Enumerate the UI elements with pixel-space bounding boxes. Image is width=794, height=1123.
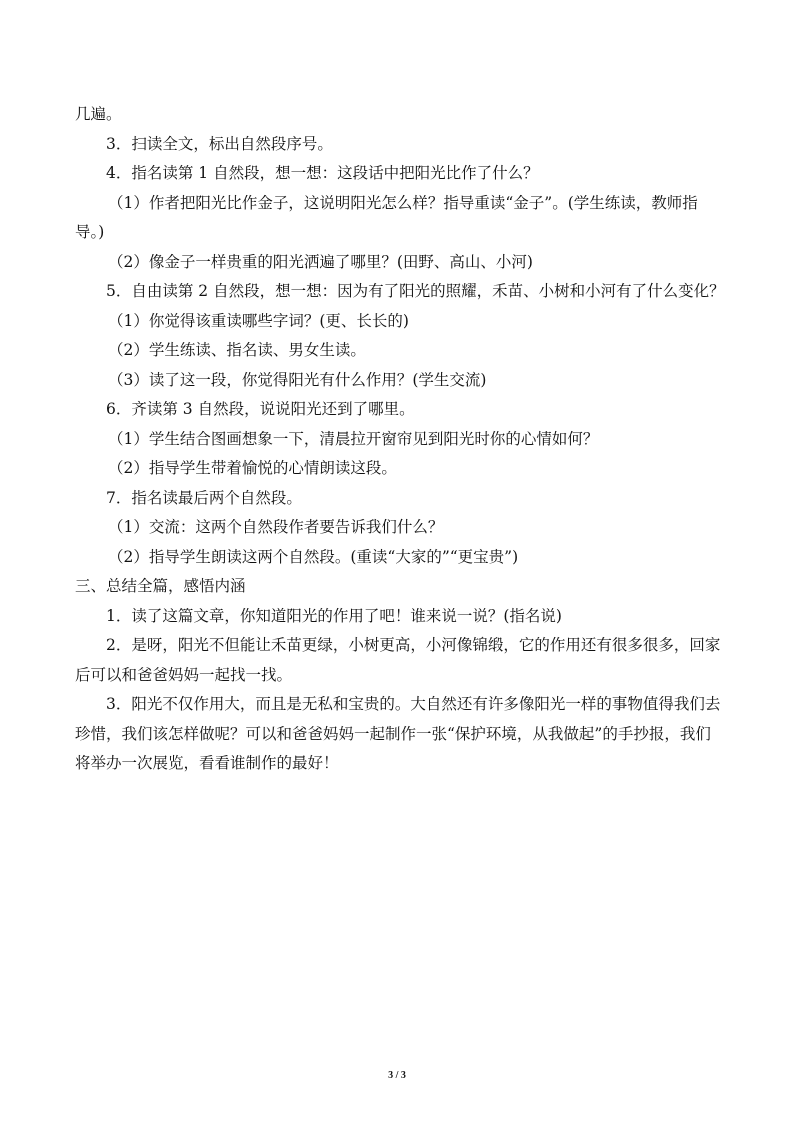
paragraph: 2．是呀，阳光不但能让禾苗更绿，小树更高，小河像锦缎，它的作用还有很多很多，回家后可以和爸爸妈妈一起找一找。	[75, 636, 721, 684]
paragraph: （1）你觉得该重读哪些字词？(更、长长的)	[108, 311, 409, 330]
paragraph: 6．齐读第 3 自然段，说说阳光还到了哪里。	[106, 400, 415, 418]
paragraph: 几遍。	[75, 105, 122, 123]
paragraph: （1）交流：这两个自然段作者要告诉我们什么？	[108, 518, 444, 536]
paragraph: （3）读了这一段，你觉得阳光有什么作用？(学生交流)	[108, 370, 487, 389]
paragraph: 7．指名读最后两个自然段。	[106, 488, 302, 507]
paragraph: （2）指导学生朗读这两个自然段。(重读“大家的”“更宝贵”)	[108, 547, 519, 566]
paragraph: （2）像金子一样贵重的阳光洒遍了哪里？(田野、高山、小河)	[108, 252, 533, 271]
paragraph: （2）指导学生带着愉悦的心情朗读这段。	[108, 459, 397, 477]
section-heading: 三、总结全篇，感悟内涵	[75, 577, 246, 595]
paragraph: （1）作者把阳光比作金子，这说明阳光怎么样？指导重读“金子”。(学生练读，教师指导。)	[75, 193, 698, 241]
paragraph: 1．读了这篇文章，你知道阳光的作用了吧！谁来说一说？(指名说)	[106, 606, 562, 625]
document-body	[75, 100, 725, 779]
paragraph: （2）学生练读、指名读、男女生读。	[108, 341, 366, 359]
paragraph: 5．自由读第 2 自然段，想一想：因为有了阳光的照耀，禾苗、小树和小河有了什么变化？	[106, 282, 725, 300]
paragraph: 4．指名读第 1 自然段，想一想：这段话中把阳光比作了什么？	[106, 164, 539, 182]
paragraph: 3．阳光不仅作用大，而且是无私和宝贵的。大自然还有许多像阳光一样的事物值得我们去珍惜，我们该怎样做呢？可以和爸爸妈妈一起制作一张“保护环境，从我做起”的手抄报，我们将举办一次展览，看看谁制作的最好！	[75, 695, 721, 772]
paragraph: （1）学生结合图画想象一下，清晨拉开窗帘见到阳光时你的心情如何？	[108, 429, 599, 448]
page-number: 3 / 3	[388, 1070, 406, 1081]
paragraph: 3．扫读全文，标出自然段序号。	[106, 134, 333, 153]
